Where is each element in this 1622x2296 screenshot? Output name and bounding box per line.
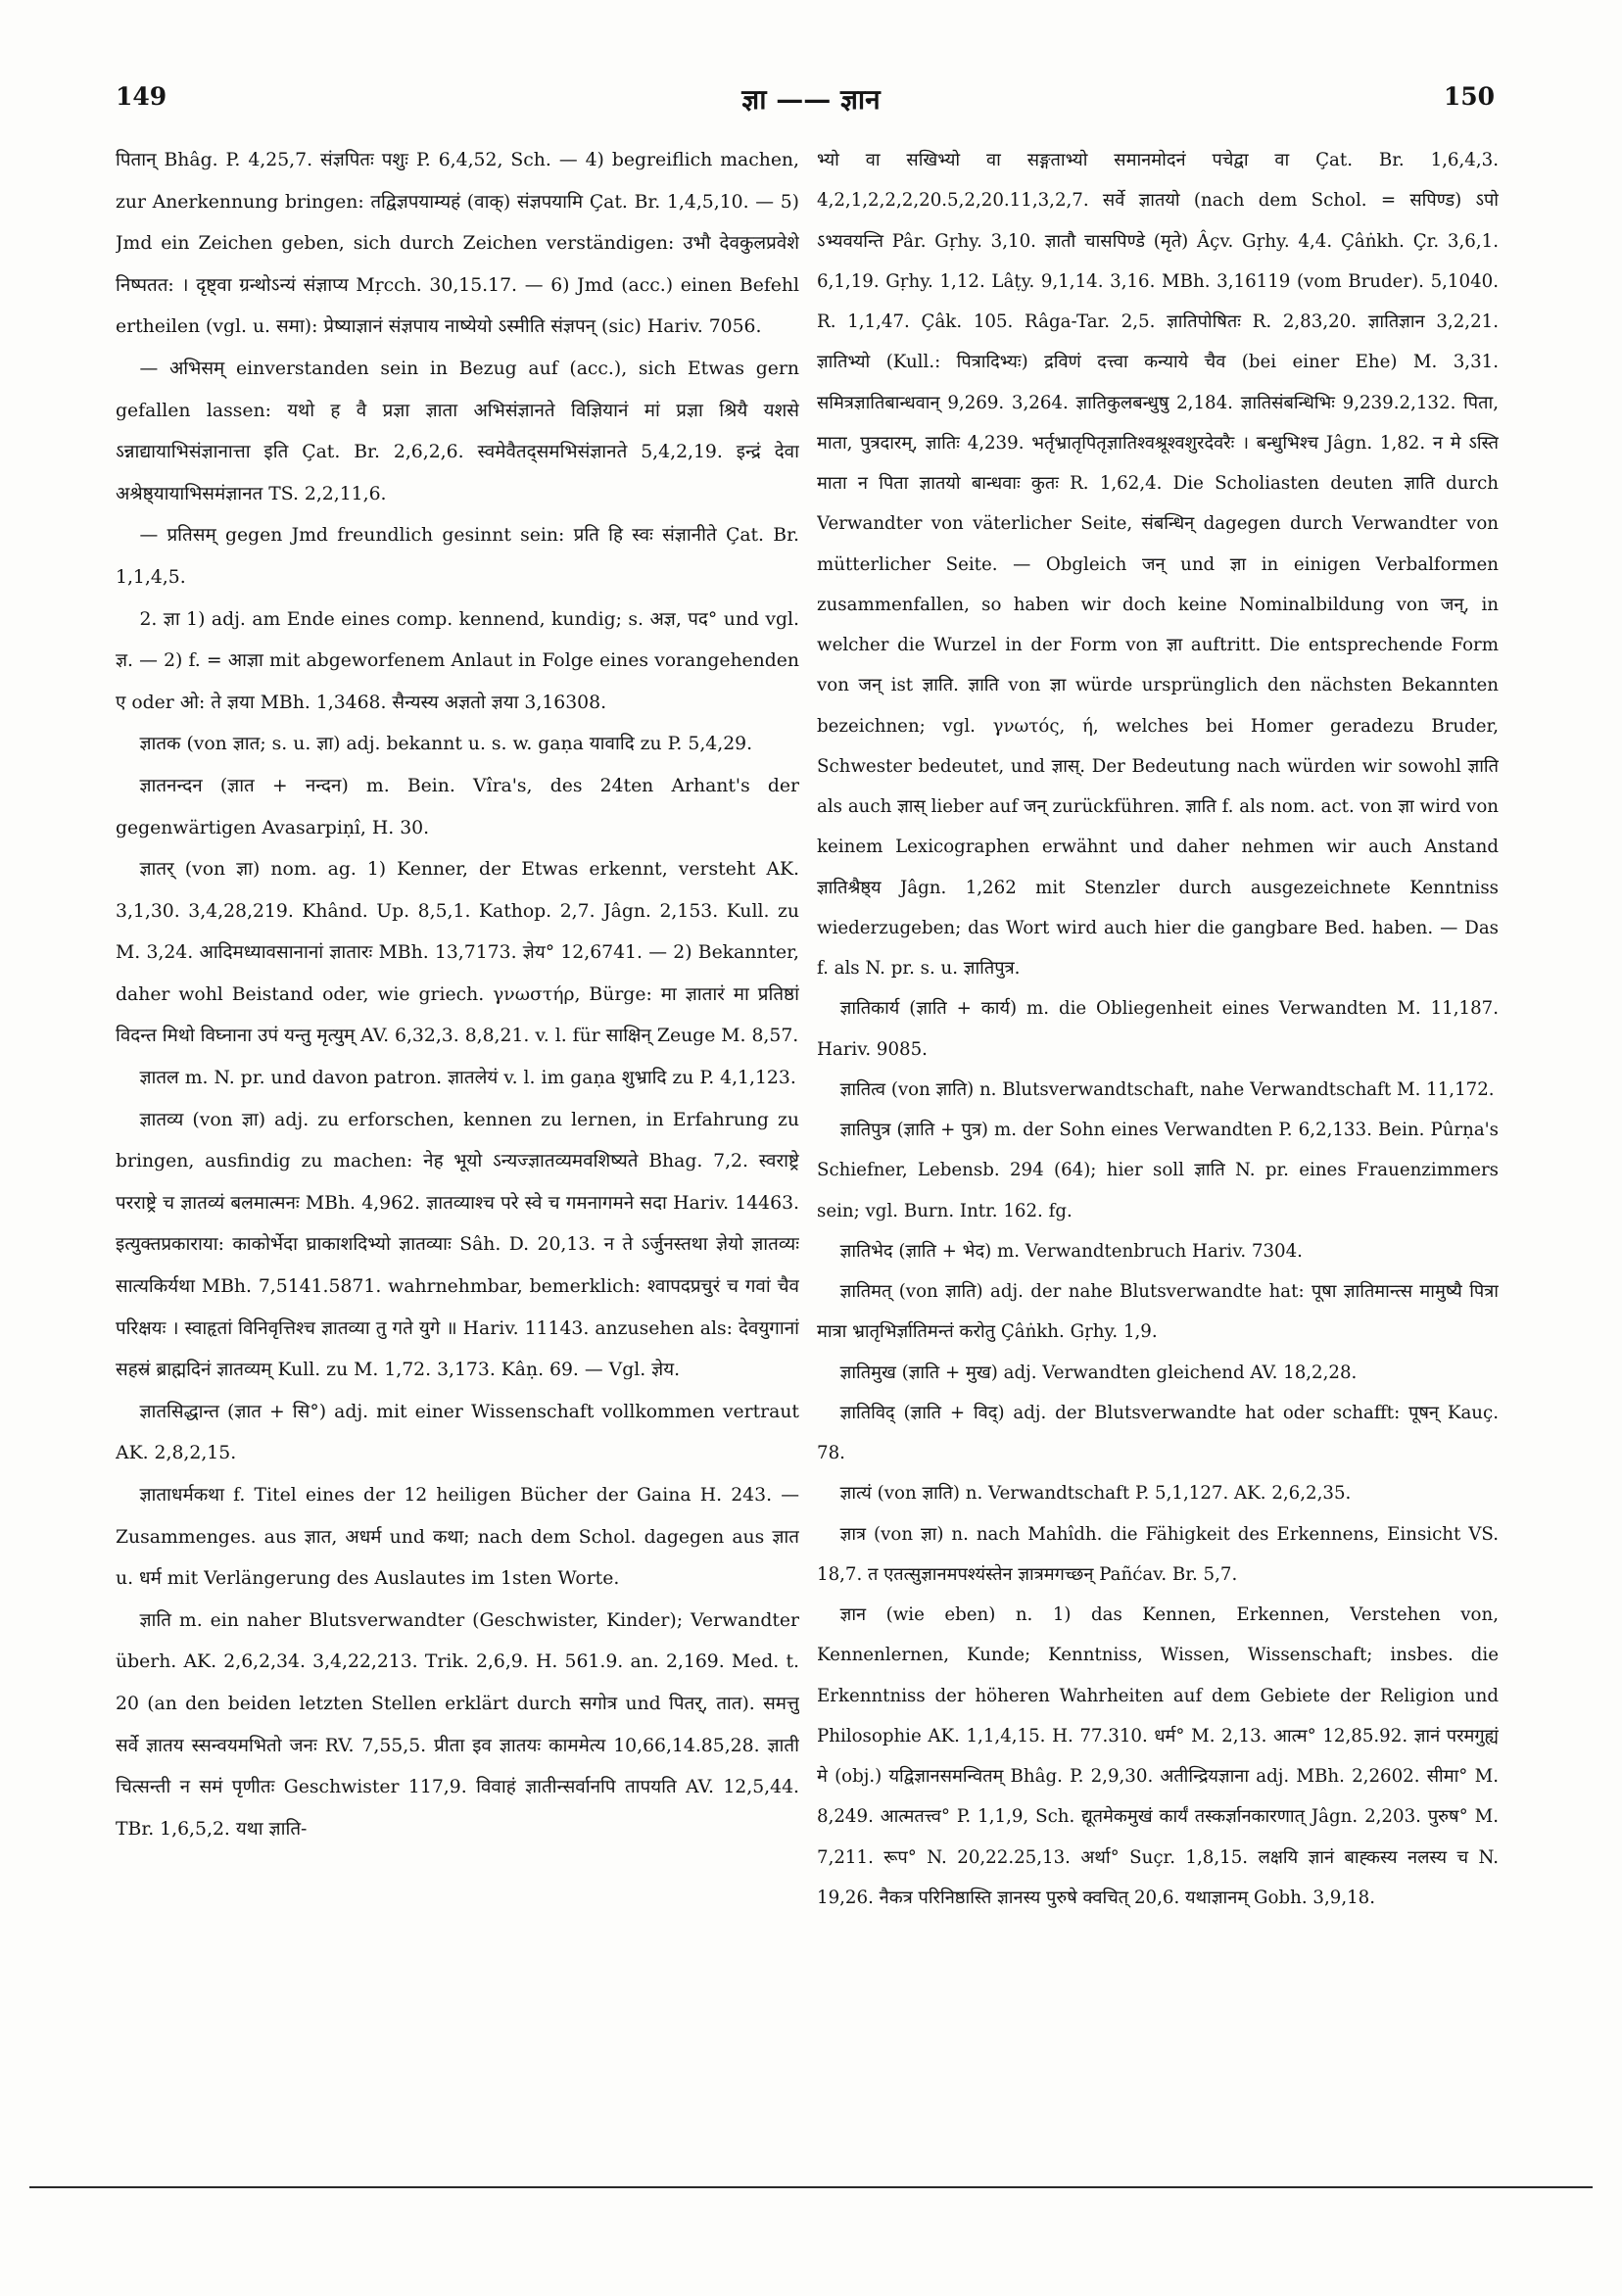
entry-paragraph: ज्ञातिपुत्र (ज्ञाति + पुत्र) m. der Sohn eines Verwandten P. 6,2,133. Bein. Pûrṇa's Schiefner, Lebensb. 294 (64); hier soll ज्ञाति N. pr. eines Frauenzimmers sein; vgl. Burn. Intr. 162. fg. (817, 1120, 1499, 1221)
running-headword: ज्ञा —— ज्ञान (741, 83, 881, 116)
entry-paragraph: ज्ञात्यं (von ज्ञाति) n. Verwandtschaft P. 5,1,127. AK. 2,6,2,35. (839, 1483, 1352, 1505)
entry-paragraph: ज्ञातिमुख (ज्ञाति + मुख) adj. Verwandten gleichend AV. 18,2,28. (839, 1362, 1358, 1383)
entry-paragraph: ज्ञातिविद् (ज्ञाति + विद्) adj. der Blutsverwandte hat oder schafft: पूषन् Kauç. 78. (817, 1402, 1499, 1463)
entry-paragraph: ज्ञातिमत् (von ज्ञाति) adj. der nahe Blutsverwandte hat: पूषा ज्ञातिमान्त्स मामुष्यै पित्रा मात्रा भ्रातृभिर्ज्ञातिमन्तं करोतु Çâṅkh. Gṛhy. 1,9. (817, 1281, 1499, 1343)
entry-paragraph: ज्ञातसिद्धान्त (ज्ञात + सि°) adj. mit einer Wissenschaft vollkommen vertraut AK. 2,8,2,15. (116, 1401, 799, 1464)
page-header (0, 78, 1622, 127)
entry-paragraph: ज्ञातिभेद (ज्ञाति + भेद) m. Verwandtenbruch Hariv. 7304. (839, 1240, 1303, 1262)
right-column (817, 140, 1499, 1963)
page-number-left: 149 (116, 82, 167, 111)
entry-paragraph: 2. ज्ञा 1) adj. am Ende eines comp. kennend, kundig; s. अज्ञ, पद° und vgl. ज्ञ. — 2) f. = आज्ञा mit abgeworfenem Anlaut in Folge eines vorangehenden ए oder ओ: ते ज्ञया MBh. 1,3468. सैन्यस्य अज्ञतो ज्ञया 3,16308. (116, 608, 799, 713)
entry-paragraph: ज्ञाति m. ein naher Blutsverwandter (Geschwister, Kinder); Verwandter überh. AK. 2,6,2,34. 3,4,22,213. Trik. 2,6,9. H. 561.9. an. 2,169. Med. t. 20 (an den beiden letzten Stellen erklärt durch सगोत्र und पितर्, तात). समत्तु सर्वे ज्ञातय स्सन्वयमभितो जनः RV. 7,55,5. प्रीता इव ज्ञातयः काममेत्य 10,66,14.85,28. ज्ञाती चित्सन्ती न समं पृणीतः Geschwister 117,9. विवाहं ज्ञातीन्सर्वानपि तापयति AV. 12,5,44. TBr. 1,6,5,2. यथा ज्ञाति- (116, 1609, 799, 1840)
entry-paragraph: — अभिसम् einverstanden sein in Bezug auf (acc.), sich Etwas gern gefallen lassen: यथो ह वै प्रज्ञा ज्ञाता अभिसंज्ञानते विज्ञियानं मां प्रज्ञा श्रियै यशसे ऽन्नाद्यायाभिसंज्ञानात्ता इति Çat. Br. 2,6,2,6. स्वमेवैतद्समभिसंज्ञानते 5,4,2,19. इन्द्रं देवा अश्रेष्ठ्यायाभिसमंज्ञानत TS. 2,2,11,6. (116, 358, 799, 504)
entry-paragraph: ज्ञातित्व (von ज्ञाति) n. Blutsverwandtschaft, nahe Verwandtschaft M. 11,172. (839, 1078, 1495, 1100)
page-number-right: 150 (1443, 82, 1495, 111)
entry-paragraph: ज्ञाताधर्मकथा f. Titel eines der 12 heiligen Bücher der Gaina H. 243. — Zusammenges. aus ज्ञात, अधर्म und कथा; nach dem Schol. dagegen aus ज्ञात u. धर्म mit Verlängerung des Auslautes im 1sten Worte. (116, 1485, 799, 1590)
entry-paragraph: — प्रतिसम् gegen Jmd freundlich gesinnt sein: प्रति हि स्वः संज्ञानीते Çat. Br. 1,1,4,5. (116, 525, 799, 588)
entry-paragraph: ज्ञातल m. N. pr. und davon patron. ज्ञातलेयं v. l. im gaṇa शुभ्रादि zu P. 4,1,123. (139, 1068, 796, 1089)
entry-paragraph: ज्ञातव्य (von ज्ञा) adj. zu erforschen, kennen zu lernen, in Erfahrung zu bringen, ausfindig zu machen: नेह भूयो ऽन्यज्ज्ञातव्यमवशिष्यते Bhag. 7,2. स्वराष्ट्रे परराष्ट्रे च ज्ञातव्यं बलमात्मनः MBh. 4,962. ज्ञातव्याश्च परे स्वे च गमनागमने सदा Hariv. 14463. इत्युक्तप्रकाराया: काकोर्भेदा घ्राकाशदिभ्यो ज्ञातव्याः Sâh. D. 20,13. न ते ऽर्जुनस्तथा ज्ञेयो ज्ञातव्यः सात्यकिर्यथा MBh. 7,5141.5871. wahrnehmbar, bemerklich: श्वापदप्रचुरं च गवां चैव परिक्षयः । स्वाहृतां विनिवृत्तिश्च ज्ञातव्या तु गते युगे ॥ Hariv. 11143. anzusehen als: देवयुगानां सहस्रं ब्राह्मदिनं ज्ञातव्यम् Kull. zu M. 1,72. 3,173. Kâṇ. 69. — Vgl. ज्ञेय. (116, 1109, 799, 1381)
entry-paragraph: ज्ञान (wie eben) n. 1) das Kennen, Erkennen, Verstehen von, Kennenlernen, Kunde; Kenntniss, Wissen, Wissenschaft; insbes. die Erkenntniss der höheren Wahrheiten auf dem Gebiete der Religion und Philosophie AK. 1,1,4,15. H. 77.310. धर्म° M. 2,13. आत्म° 12,85.92. ज्ञानं परमगुह्यं मे (obj.) यद्विज्ञानसमन्वितम् Bhâg. P. 2,9,30. अतीन्द्रियज्ञाना adj. MBh. 2,2602. सीमा° M. 8,249. आत्मतत्त्व° P. 1,1,9, Sch. द्यूतमेकमुखं कार्यं तस्कर्ज्ञानकारणात् Jâgn. 2,203. पुरुष° M. 7,211. रूप° N. 20,22.25,13. अर्था° Suçr. 1,8,15. लक्षयि ज्ञानं बाह्कस्य नलस्य च N. 19,26. नैकत्र परिनिष्ठास्ति ज्ञानस्य पुरुषे क्वचित् 20,6. यथाज्ञानम् Gobh. 3,9,18. (817, 1604, 1499, 1908)
entry-paragraph: ज्ञात्र (von ज्ञा) n. nach Mahîdh. die Fähigkeit des Erkennens, Einsicht VS. 18,7. त एतत्सुज्ञानमपश्यंस्तेन ज्ञात्रमगच्छन् Pañćav. Br. 5,7. (817, 1523, 1499, 1585)
entry-paragraph: ज्ञातिकार्य (ज्ञाति + कार्य) m. die Obliegenheit eines Verwandten M. 11,187. Hariv. 9085. (817, 998, 1499, 1060)
footer-rule (29, 2186, 1593, 2188)
entry-paragraph: ज्ञातक (von ज्ञात; s. u. ज्ञा) adj. bekannt u. s. w. gaṇa यावादि zu P. 5,4,29. (139, 734, 753, 755)
entry-paragraph: पितान् Bhâg. P. 4,25,7. संज्ञपितः पशुः P. 6,4,52, Sch. — 4) begreiflich machen, zur Anerkennung bringen: तद्विज्ञपयाम्यहं (वाक्) संज्ञपयामि Çat. Br. 1,4,5,10. — 5) Jmd ein Zeichen geben, sich durch Zeichen verständigen: उभौ देवकुलप्रवेशे निष्पतत: । दृष्ट्वा ग्रन्थोऽन्यं संज्ञाप्य Mṛcch. 30,15.17. — 6) Jmd (acc.) einen Befehl ertheilen (vgl. u. समा): प्रेष्याज्ञानं संज्ञपाय नाष्येयो ऽस्मीति संज्ञपन् (sic) Hariv. 7056. (116, 150, 799, 338)
entry-paragraph: ज्ञातनन्दन (ज्ञात + नन्दन) m. Bein. Vîra's, des 24ten Arhant's der gegenwärtigen Avasarpiṇî, H. 30. (116, 775, 799, 838)
entry-paragraph: ज्ञातर् (von ज्ञा) nom. ag. 1) Kenner, der Etwas erkennt, versteht AK. 3,1,30. 3,4,28,219. Khând. Up. 8,5,1. Kathop. 2,7. Jâgn. 2,153. Kull. zu M. 3,24. आदिमध्यावसानानां ज्ञातारः MBh. 13,7173. ज्ञेय° 12,6741. — 2) Bekannter, daher wohl Beistand oder, wie griech. γνωστήρ, Bürge: मा ज्ञातारं मा प्रतिष्ठां विदन्त मिथो विघ्नाना उपं यन्तु मृत्युम् AV. 6,32,3. 8,8,21. v. l. für साक्षिन् Zeuge M. 8,57. (116, 859, 799, 1047)
entry-paragraph: भ्यो वा सखिभ्यो वा सङ्गताभ्यो समानमोदनं पचेद्वा वा Çat. Br. 1,6,4,3. 4,2,1,2,2,2,20.5,2,20.11,3,2,7. सर्वे ज्ञातयो (nach dem Schol. = सपिण्ड) ऽपो ऽभ्यवयन्ति Pâr. Gṛhy. 3,10. ज्ञातौ चासपिण्डे (मृते) Âçv. Gṛhy. 4,4. Çâṅkh. Çr. 3,6,1. 6,1,19. Gṛhy. 1,12. Lâṭy. 9,1,14. 3,16. MBh. 3,16119 (vom Bruder). 5,1040. R. 1,1,47. Çâk. 105. Râga-Tar. 2,5. ज्ञातिपोषितः R. 2,83,20. ज्ञातिज्ञान 3,2,21. ज्ञातिभ्यो (Kull.: पित्रादिभ्यः) द्रविणं दत्त्वा कन्याये चैव (bei einer Ehe) M. 3,31. समित्रज्ञातिबान्धवान् 9,269. 3,264. ज्ञातिकुलबन्धुषु 2,184. ज्ञातिसंबन्धिभिः 9,239.2,132. पिता, माता, पुत्रदारम्, ज्ञातिः 4,239. भर्तृभ्रातृपितृज्ञातिश्वश्रूश्वशुरदेवरैः । बन्धुभिश्च Jâgn. 1,82. न मे ऽस्ति माता न पिता ज्ञातयो बान्धवाः कुतः R. 1,62,4. Die Scholiasten deuten ज्ञाति durch Verwandter von väterlicher Seite, संबन्धिन् dagegen durch Verwandter von mütterlicher Seite. — Obgleich जन् und ज्ञा in einigen Verbalformen zusammenfallen, so haben wir doch keine Nominalbildung von जन्, in welcher die Wurzel in der Form von ज्ञा auftritt. Die entsprechende Form von जन् ist ज्ञाति. ज्ञाति von ज्ञा würde ursprünglich den nächsten Bekannten bezeichnen; vgl. γνωτός, ή, welches bei Homer geradezu Bruder, Schwester bedeutet, und ज्ञास्. Der Bedeutung nach würden wir sowohl ज्ञाति als auch ज्ञास् lieber auf जन् zurückführen. ज्ञाति f. als nom. act. von ज्ञा wird von keinem Lexicographen erwähnt und daher nehmen wir auch Anstand ज्ञातिश्रैष्ठ्य Jâgn. 1,262 mit Stenzler durch ausgezeichnete Kenntniss wiederzugeben; das Wort wird auch hier die gangbare Bed. haben. — Das f. als N. pr. s. u. ज्ञातिपुत्र. (817, 150, 1499, 979)
left-column (116, 140, 799, 1963)
